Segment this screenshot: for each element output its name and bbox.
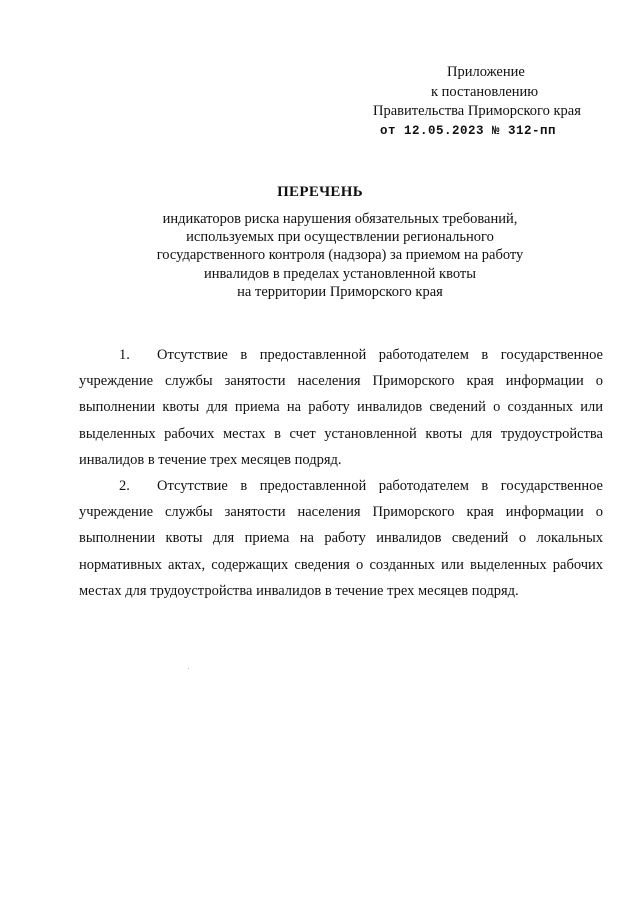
document-title: ПЕРЕЧЕНЬ [277, 184, 363, 200]
appendix-resolution-line: к постановлению [431, 83, 539, 100]
subtitle-line: на территории Приморского края [237, 283, 443, 300]
appendix-header [360, 63, 620, 141]
item-text: Отсутствие в предоставленной работодателем в государственное учреждение службы занятости населения Приморского края информации о выполнении квоты для приема на работу инвалидов сведений о созданных или выделенных рабочих местах в счет установленной квоты для трудоустройства инвалидов в течение трех месяцев подряд. [79, 347, 603, 468]
appendix-label: Приложение [447, 64, 525, 80]
item-number: 2. [119, 478, 130, 495]
subtitle-line: индикаторов риска нарушения обязательных требований, [162, 211, 518, 227]
list-item [79, 342, 603, 473]
appendix-date-number: от 12.05.2023 № 312-пп [380, 123, 557, 138]
scan-speck [188, 668, 189, 669]
subtitle-line: государственного контроля (надзора) за приемом на работу [156, 247, 524, 264]
item-text: Отсутствие в предоставленной работодателем в государственное учреждение службы занятости населения Приморского края информации о выполнении квоты для приема на работу инвалидов сведений о локальных нормативных актах, содержащих сведения о созданных или выделенных рабочих местах для трудоустройства инвалидов в течение трех месяцев подряд. [79, 478, 603, 599]
item-number: 1. [119, 347, 130, 363]
list-item [79, 473, 603, 604]
subtitle-line: используемых при осуществлении регионального [186, 229, 494, 246]
appendix-government-line: Правительства Приморского края [373, 103, 581, 119]
indicator-list [79, 342, 603, 604]
subtitle-line: инвалидов в пределах установленной квоты [204, 265, 476, 282]
document-subtitle [120, 210, 560, 301]
